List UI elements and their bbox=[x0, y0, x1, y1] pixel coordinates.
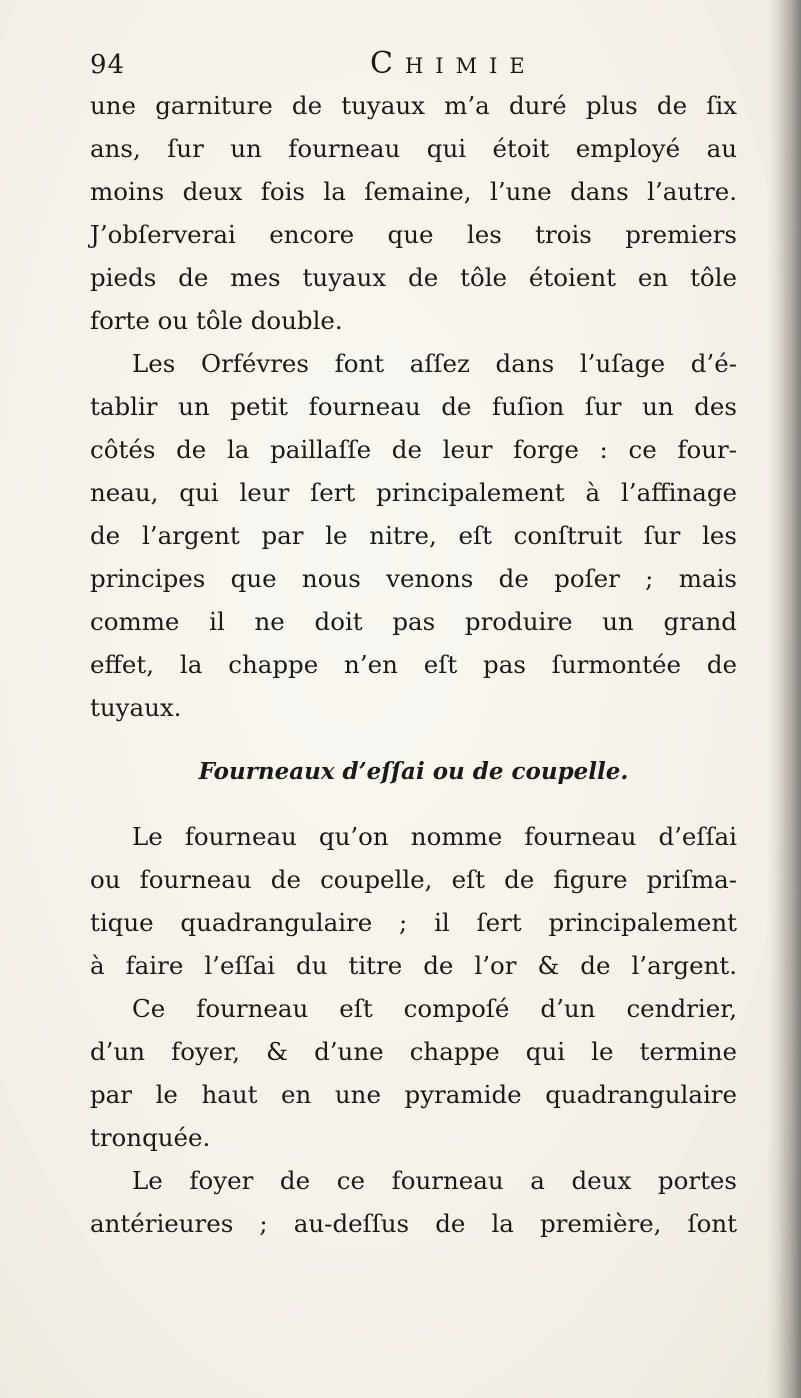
text-line: neau, qui leur ſert principalement à l’affinage bbox=[90, 478, 737, 507]
text-line: de l’argent par le nitre, eſt conſtruit ſur les bbox=[90, 521, 737, 550]
running-head: Chimie bbox=[370, 46, 537, 81]
text-line: effet, la chappe n’en eſt pas ſurmontée de bbox=[90, 650, 737, 679]
body-text bbox=[90, 84, 737, 1245]
text-line: tuyaux. bbox=[90, 693, 182, 722]
text-line: J’obſerverai encore que les trois premiers bbox=[90, 220, 737, 249]
paragraph-3 bbox=[90, 815, 737, 1159]
text-line: à faire l’eſſai du titre de l’or & de l’argent. bbox=[90, 951, 737, 980]
text-line: pieds de mes tuyaux de tôle étoient en tôle bbox=[90, 263, 737, 292]
page-number: 94 bbox=[90, 50, 126, 80]
text-line: ans, ſur un fourneau qui étoit employé au bbox=[90, 134, 737, 163]
text-line: forte ou tôle double. bbox=[90, 306, 343, 335]
text-line: principes que nous venons de poſer ; mais bbox=[90, 564, 737, 593]
text-line: une garniture de tuyaux m’a duré plus de ſix bbox=[90, 91, 737, 120]
text-line: d’un foyer, & d’une chappe qui le termine bbox=[90, 1037, 737, 1066]
text-line: côtés de la paillaſſe de leur forge : ce four- bbox=[90, 435, 737, 464]
text-line: antérieures ; au-deſſus de la première, ſont bbox=[90, 1209, 737, 1238]
text-line: tronquée. bbox=[90, 1123, 211, 1152]
text-line: Ce fourneau eſt compoſé d’un cendrier, bbox=[132, 994, 737, 1023]
text-line: Le fourneau qu’on nomme fourneau d’eſſai bbox=[132, 822, 737, 851]
paragraph-1 bbox=[90, 84, 737, 342]
paragraph-2 bbox=[90, 342, 737, 729]
page-gutter-shadow bbox=[767, 0, 801, 1398]
section-heading: Fourneaux d’eſſai ou de coupelle. bbox=[198, 758, 629, 785]
text-line: tablir un petit fourneau de fuſion ſur un des bbox=[90, 392, 737, 421]
text-line: ou fourneau de coupelle, eſt de figure priſma- bbox=[90, 865, 737, 894]
text-line: moins deux fois la ſemaine, l’une dans l’autre. bbox=[90, 177, 737, 206]
paragraph-4 bbox=[90, 1159, 737, 1245]
text-line: Les Orfévres font aſſez dans l’uſage d’é- bbox=[132, 349, 737, 378]
text-line: par le haut en une pyramide quadrangulaire bbox=[90, 1080, 737, 1109]
text-line: comme il ne doit pas produire un grand bbox=[90, 607, 737, 636]
text-line: Le foyer de ce fourneau a deux portes bbox=[132, 1166, 737, 1195]
text-line: tique quadrangulaire ; il ſert principalement bbox=[90, 908, 737, 937]
